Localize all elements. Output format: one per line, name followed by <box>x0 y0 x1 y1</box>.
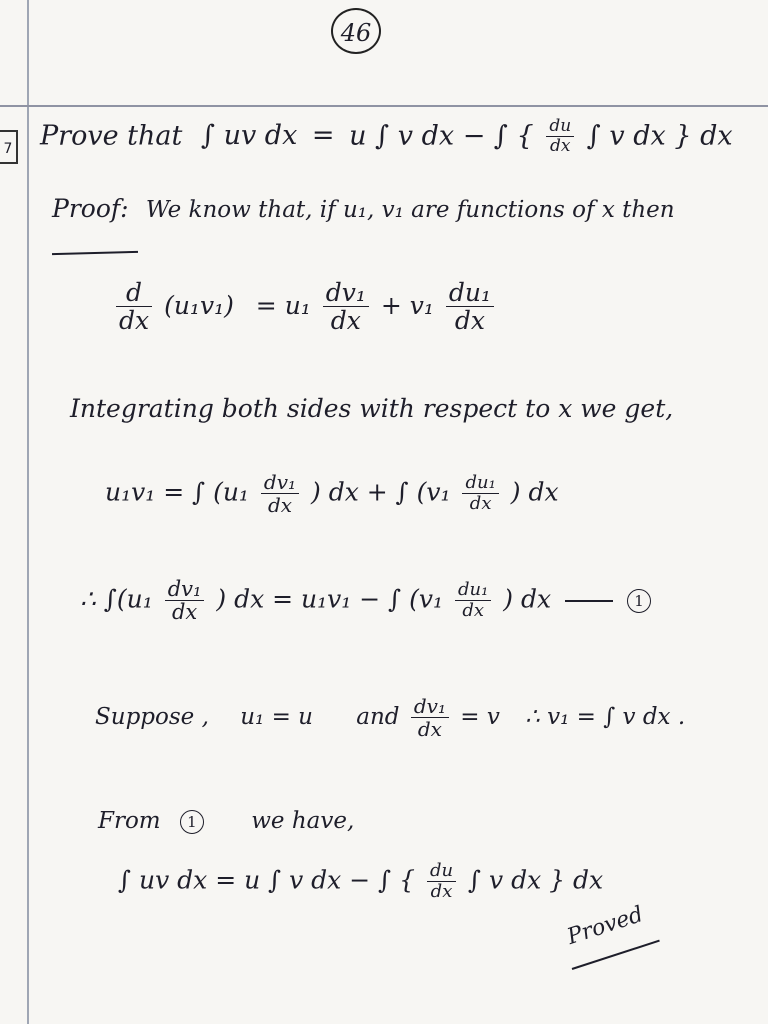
suppose-therefore: ∴ v₁ = ∫ v dx . <box>525 704 686 730</box>
from-label: From <box>98 808 161 834</box>
heading-frac-num: du <box>546 118 574 137</box>
eq2-f2-num: du₁ <box>462 474 498 494</box>
suppose-line <box>95 696 685 740</box>
eq1-d-den: dx <box>119 306 150 336</box>
eq1-f2-den: dx <box>454 306 486 336</box>
final-lhs: ∫ uv dx = u ∫ v dx − ∫ { <box>118 865 415 895</box>
eq1-d-num: d <box>116 280 152 307</box>
eq3-fraction-2 <box>455 581 491 621</box>
heading-equals: = <box>311 120 335 152</box>
eq1-eq-u: = u₁ <box>255 290 311 320</box>
heading-rhs-b: ∫ v dx } dx <box>586 120 733 152</box>
final-end: ∫ v dx } dx <box>468 865 604 895</box>
eq3-f2-num: du₁ <box>455 581 491 601</box>
eq3-end: ) dx <box>503 584 552 614</box>
from-ref-number: 1 <box>180 810 204 834</box>
final-equation <box>118 862 603 902</box>
heading-fraction <box>546 118 574 156</box>
eq1-plus-v: + v₁ <box>380 290 434 320</box>
eq2-fraction-1 <box>261 472 299 516</box>
equation-rearranged <box>80 578 651 624</box>
proof-underline <box>52 251 138 255</box>
eq3-ref-number: 1 <box>627 589 651 613</box>
eq3-f1-den: dx <box>171 600 198 625</box>
question-badge: 7 <box>0 130 18 164</box>
heading-rhs-a: u ∫ v dx − ∫ { <box>349 120 534 152</box>
final-f-den: dx <box>430 880 453 902</box>
eq3-f1-num: dv₁ <box>165 578 205 601</box>
integrating-line: Integrating both sides with respect to x we get, <box>70 394 674 423</box>
eq2-f2-den: dx <box>469 493 492 515</box>
suppose-and: and <box>356 704 400 730</box>
final-f-num: du <box>427 862 456 882</box>
margin-line <box>27 0 29 1024</box>
eq2-lhs: u₁v₁ = ∫ (u₁ <box>105 477 249 507</box>
proof-line <box>52 194 675 223</box>
proof-text: We know that, if u₁, v₁ are functions of x then <box>145 197 675 223</box>
suppose-label: Suppose , <box>95 704 209 730</box>
proved-mark: Proved <box>564 902 647 950</box>
eq1-f1-den: dx <box>330 306 361 336</box>
eq1-d-fraction <box>116 280 152 335</box>
eq2-f1-den: dx <box>267 493 293 517</box>
heading-prefix: Prove that <box>40 120 183 152</box>
heading-line <box>40 118 733 156</box>
eq1-f2-num: du₁ <box>446 280 494 307</box>
eq3-mid: ) dx = u₁v₁ − ∫ (v₁ <box>216 584 444 614</box>
eq2-end: ) dx <box>510 477 559 507</box>
eq1-fraction-1 <box>323 280 369 335</box>
heading-lhs: ∫ uv dx <box>200 120 298 152</box>
suppose-f-den: dx <box>417 717 442 741</box>
suppose-fraction <box>411 696 449 740</box>
eq1-f1-num: dv₁ <box>323 280 369 307</box>
eq1-fraction-2 <box>446 280 494 335</box>
final-fraction <box>427 862 456 902</box>
equation-integrated <box>105 472 559 516</box>
eq3-lhs: ∴ ∫(u₁ <box>80 584 153 614</box>
page-number: 46 <box>331 8 381 54</box>
eq2-mid: ) dx + ∫ (v₁ <box>311 477 451 507</box>
from-line <box>98 808 354 834</box>
eq2-f1-num: dv₁ <box>261 472 299 494</box>
suppose-v: = v <box>460 704 500 730</box>
suppose-u: u₁ = u <box>240 704 313 730</box>
equation-product-rule <box>112 280 498 335</box>
suppose-f-num: dv₁ <box>411 696 449 718</box>
from-text: we have, <box>251 808 355 834</box>
heading-frac-den: dx <box>550 135 571 156</box>
proof-label: Proof: <box>52 194 129 223</box>
eq3-f2-den: dx <box>462 600 484 622</box>
eq3-fraction-1 <box>165 578 205 624</box>
eq2-fraction-2 <box>462 474 498 514</box>
eq1-lhs: (u₁v₁) <box>164 290 234 320</box>
top-rule-line <box>0 105 768 107</box>
eq3-ref-dash <box>565 600 613 602</box>
